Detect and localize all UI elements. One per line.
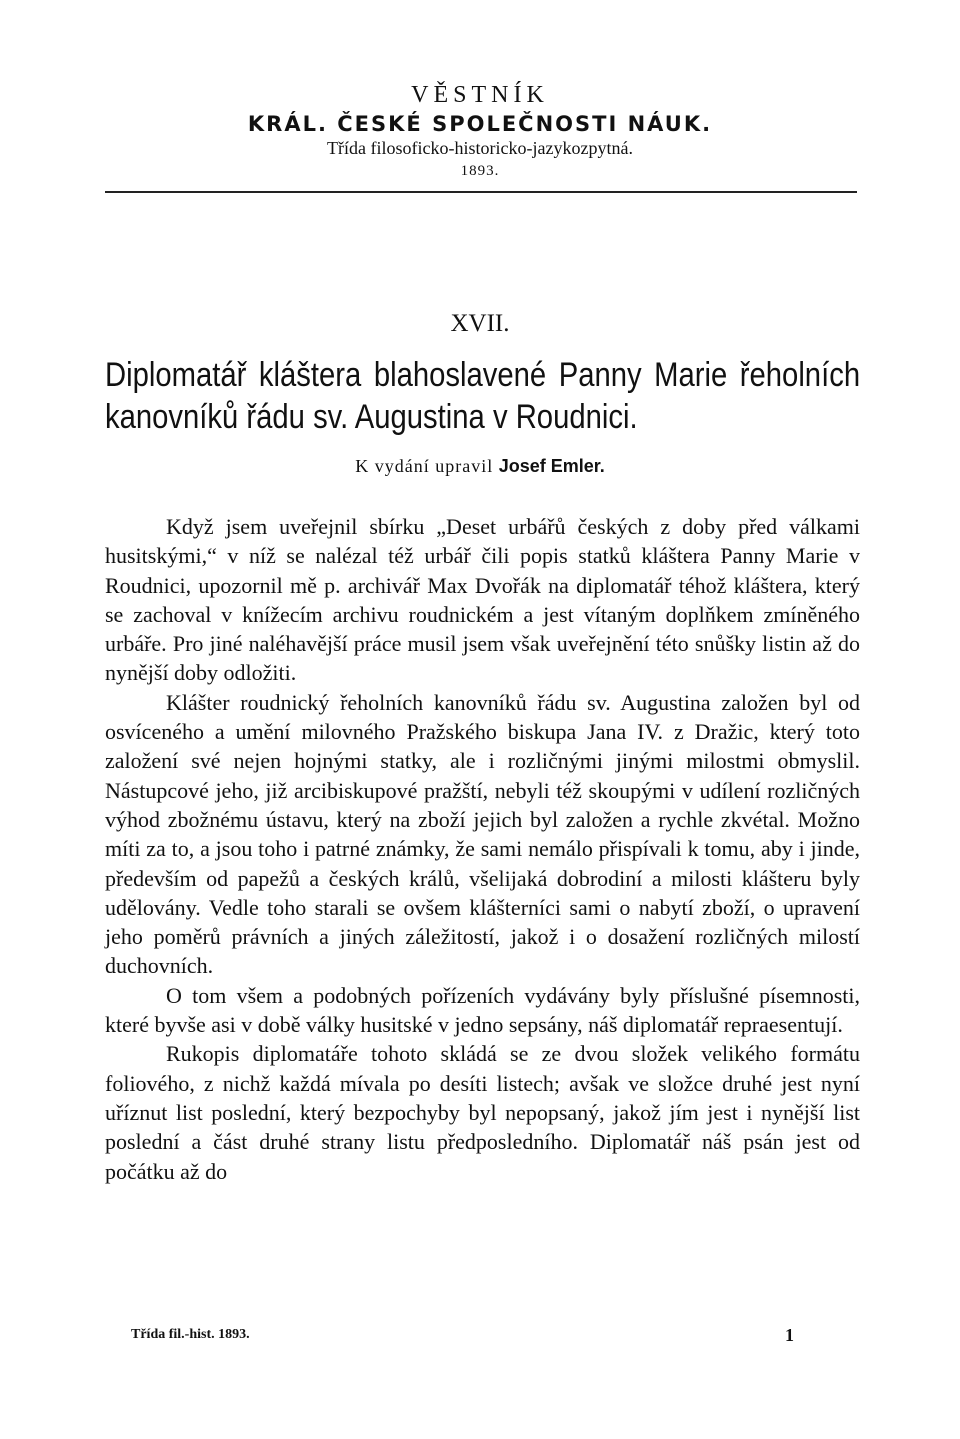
paragraph: Rukopis diplomatáře tohoto skládá se ze dvou složek velikého formátu foliového, z nichž každá mívala po desíti listech; avšak ve složce druhé jest nyní uříznut list poslední, který bezpochyby byl nepopsaný, jakož jím jest i nynější list poslední a část druhé strany listu předposledního. Diplomatář náš psán jest od počátku až do <box>105 1041 860 1184</box>
page-number: 1 <box>785 1325 794 1345</box>
journal-title: VĚSTNÍK <box>411 82 549 108</box>
footer-signature: Třída fil.-hist. 1893. <box>131 1327 250 1342</box>
paragraph: Když jsem uveřejnil sbírku „Deset urbářů českých z doby před válkami husitskými,“ v níž se nalézal též urbář čili popis statků kláštera Panny Marie v Roudnici, upozornil mě p. archivář Max Dvořák na diplomatář téhož kláštera, který se zachoval v knížecím archivu roudnickém a jest vítaným doplňkem zmíněného urbáře. Pro jiné naléhavější práce musil jsem však uveřejnění této snůšky listin až do nynější doby odložiti. <box>105 514 860 686</box>
article-number: XVII. <box>450 310 510 337</box>
article-body <box>105 512 860 1186</box>
editor-name: Josef Emler. <box>498 456 605 476</box>
article-title: Diplomatář kláštera blahoslavené Panny Marie řeholních kanovníků řádu sv. Augustina v Roudnici. <box>105 356 861 436</box>
header-rule <box>105 191 857 193</box>
paragraph: O tom všem a podobných pořízeních vydávány byly příslušné písemnosti, které byvše asi v době války husitské v jedno sepsány, náš diplomatář repraesentují. <box>105 982 860 1038</box>
journal-society: KRÁL. ČESKÉ SPOLEČNOSTI NÁUK. <box>247 112 713 136</box>
editor-prefix: K vydání upravil <box>355 456 494 476</box>
paragraph: Klášter roudnický řeholních kanovníků řádu sv. Augustina založen byl od osvíceného a umění milovného Pražského biskupa Jana IV. z Dražic, který toto založení své nejen hojnými statky, ale i rozličnými jinými milostmi obmyslil. Nástupcové jeho, již arcibiskupové pražští, nebyli též skoupými v udílení rozličných výhod zbožnému ústavu, který na zboží jejich byl založen a rychle zkvétal. Možno míti za to, a jsou toho i patrné známky, že sami nemálo přispívali k tomu, aby i jinde, především od papežů a českých králů, všelijaká dobrodiní a milosti klášteru byly udělovány. Vedle toho starali se ovšem klášterníci sami o nabytí zboží, o upravení jeho poměrů právních a jiných záležitostí, jakož i o dosažení rozličných milostí duchovních. <box>105 689 860 979</box>
editor-line <box>0 456 960 477</box>
journal-year: 1893. <box>460 163 500 179</box>
journal-class: Třída filosoficko-historicko-jazykozpytná. <box>327 138 633 158</box>
